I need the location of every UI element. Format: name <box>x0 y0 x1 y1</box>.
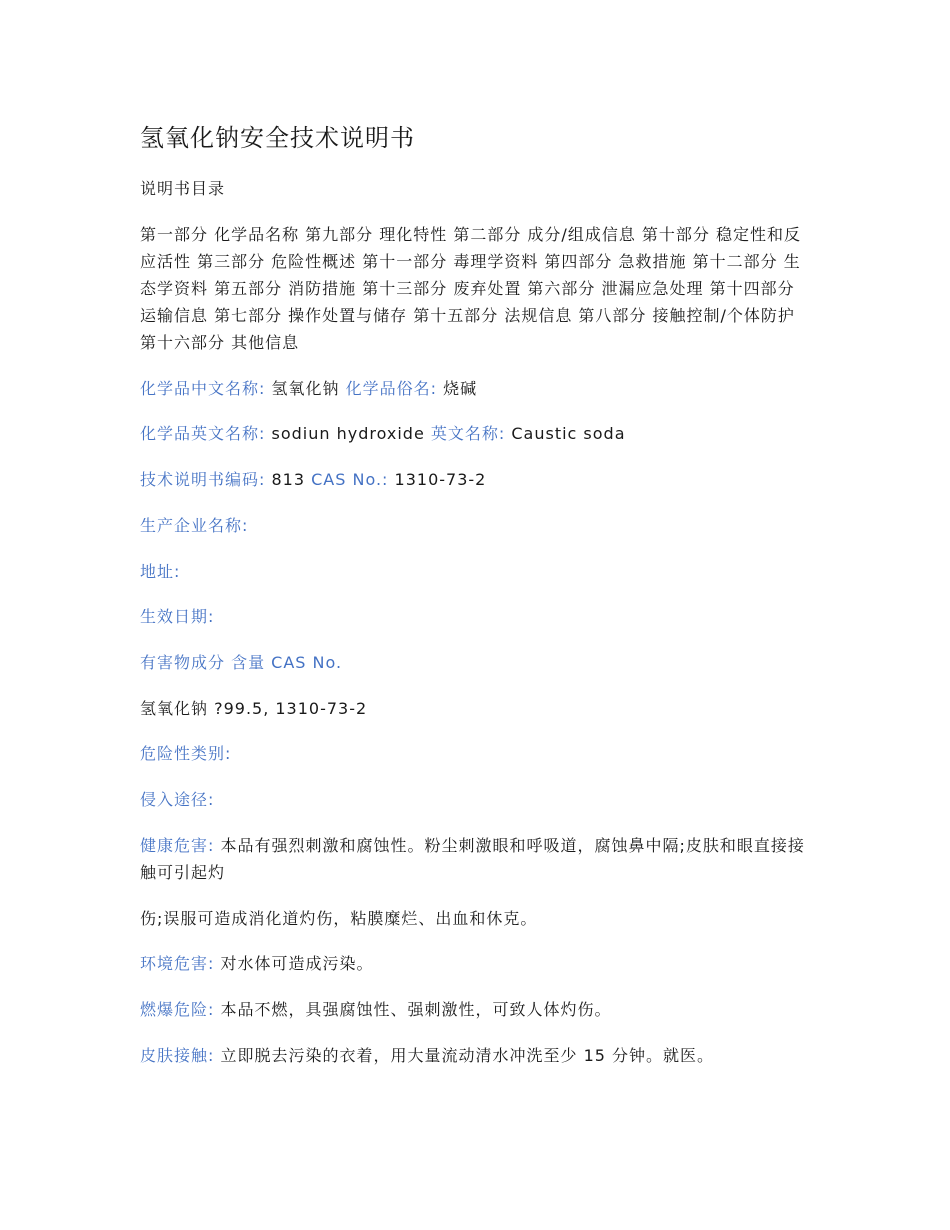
health-hazard-label: 健康危害: <box>140 836 215 855</box>
en-alias-value: Caustic soda <box>505 424 626 443</box>
exposure-route-label: 侵入途径: <box>140 790 215 809</box>
document-title: 氢氧化钠安全技术说明书 <box>140 124 415 152</box>
fire-hazard-text: 本品不燃，具强腐蚀性、强刺激性，可致人体灼伤。 <box>214 1000 612 1019</box>
code-value: 813 <box>265 470 312 489</box>
cn-name-value: 氢氧化钠 <box>265 379 346 398</box>
effective-date-label: 生效日期: <box>140 607 215 626</box>
common-name-value: 烧碱 <box>437 379 478 398</box>
env-hazard-text: 对水体可造成污染。 <box>214 954 374 973</box>
skin-contact-line <box>140 1042 812 1069</box>
address-label: 地址: <box>140 562 181 581</box>
hazard-class-label: 危险性类别: <box>140 744 232 763</box>
toc-text: 第一部分 化学品名称 第九部分 理化特性 第二部分 成分/组成信息 第十部分 稳定性和反应活性 第三部分 危险性概述 第十一部分 毒理学资料 第四部分 急救措施 第十二部分 生态学资料 第五部分 消防措施 第十三部分 废弃处置 第六部分 泄漏应急处理 第十四部分 运输信息 第七部分 操作处置与储存 第十五部分 法规信息 第八部分 接触控制/个体防护 第十六部分 其他信息 <box>140 225 801 352</box>
environment-hazard-line <box>140 950 812 977</box>
manufacturer-label: 生产企业名称: <box>140 516 249 535</box>
health-hazard-text: 本品有强烈刺激和腐蚀性。粉尘刺激眼和呼吸道，腐蚀鼻中隔;皮肤和眼直接接触可引起灼 <box>140 836 805 882</box>
cas-label: CAS No.: <box>311 470 389 489</box>
toc-heading: 说明书目录 <box>140 179 226 198</box>
fire-hazard-line <box>140 996 812 1023</box>
env-hazard-label: 环境危害: <box>140 954 215 973</box>
en-alias-label: 英文名称: <box>430 424 506 443</box>
cas-value: 1310-73-2 <box>388 470 487 489</box>
english-name-line <box>140 420 812 447</box>
en-name-label: 化学品英文名称: <box>140 424 266 443</box>
health-hazard-continuation: 伤;误服可造成消化道灼伤，粘膜糜烂、出血和休克。 <box>140 909 538 928</box>
components-row: 氢氧化钠 ?99.5, 1310-73-2 <box>140 699 368 718</box>
code-line <box>140 466 812 493</box>
common-name-label: 化学品俗名: <box>345 379 437 398</box>
fire-hazard-label: 燃爆危险: <box>140 1000 215 1019</box>
components-header: 有害物成分 含量 CAS No. <box>140 653 343 672</box>
code-label: 技术说明书编码: <box>140 470 266 489</box>
skin-contact-text: 立即脱去污染的衣着，用大量流动清水冲洗至少 15 分钟。就医。 <box>214 1046 715 1065</box>
health-hazard-paragraph <box>140 832 812 886</box>
cn-name-label: 化学品中文名称: <box>140 379 266 398</box>
skin-contact-label: 皮肤接触: <box>140 1046 215 1065</box>
chemical-name-line <box>140 375 812 402</box>
en-name-value: sodiun hydroxide <box>265 424 431 443</box>
